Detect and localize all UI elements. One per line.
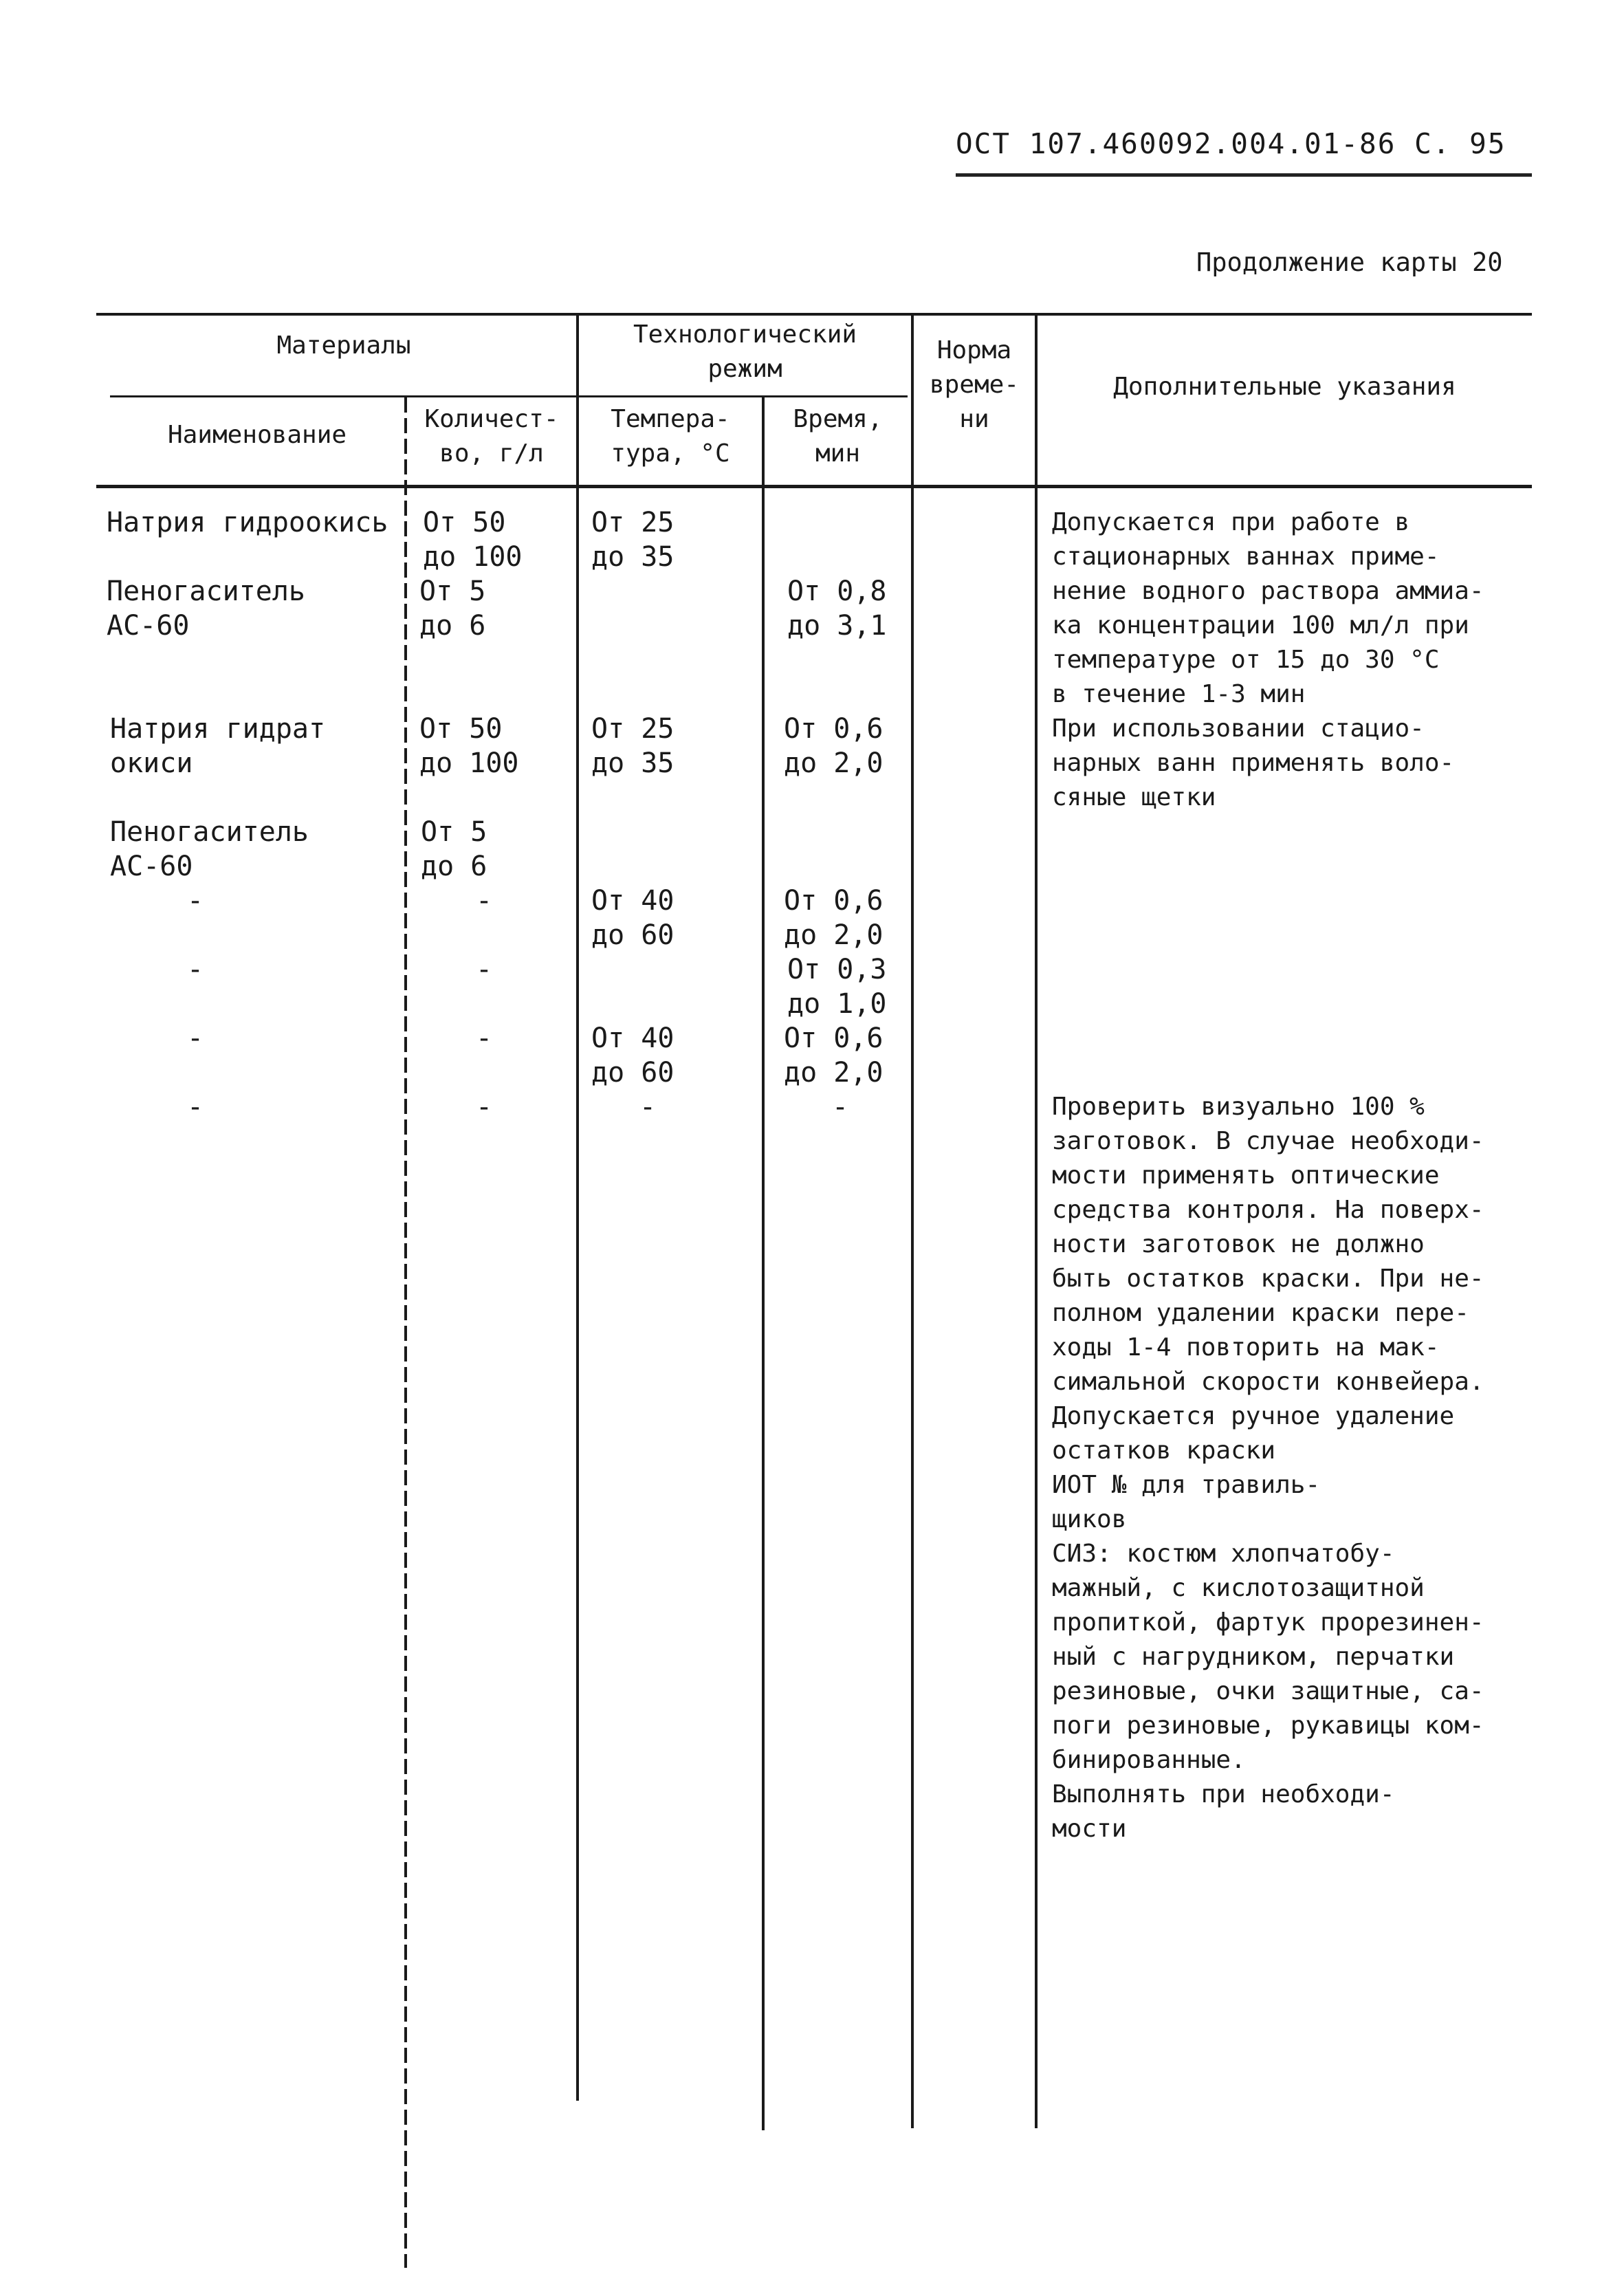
row-time: От 0,8 до 3,1 [787,576,887,642]
row-name: Пеногаситель АС-60 [107,576,305,642]
row-time: От 0,6 до 2,0 [784,885,884,951]
header-materials: Материалы [276,331,411,360]
row-time: - [832,1091,849,1123]
additional-notes-1: Допускается при работе в стационарных ваннах приме- нение водного раствора аммиа- ка концентрации 100 мл/л при температуре от 15 до 30 °С в течение 1-3 мин При использовании стацио- нарных ванн применять воло- сяные щетки [1052,508,1484,811]
row-quantity: От 5 до 6 [421,816,487,882]
document-code: ОСТ 107.460092.004.01-86 С. 95 [956,127,1506,160]
row-name: - [187,1091,204,1123]
column-divider [762,397,765,2130]
table-top-rule [96,313,1532,316]
row-time: От 0,6 до 2,0 [784,1023,884,1089]
row-temperature: От 40 до 60 [591,1023,674,1089]
row-name: - [187,954,204,985]
row-time: От 0,6 до 2,0 [784,713,884,779]
header-tech-mode: Технологический режим [633,320,857,383]
continuation-label: Продолжение карты 20 [1196,248,1503,277]
row-time: От 0,3 до 1,0 [787,954,887,1020]
row-temperature: От 40 до 60 [591,885,674,951]
column-divider [1035,313,1038,2128]
column-divider [576,313,579,2101]
materials-subheader-rule [110,395,578,397]
row-name: Пеногаситель АС-60 [110,816,309,882]
header-rule [956,173,1532,177]
row-temperature: От 25 до 35 [591,713,674,779]
header-additional: Дополнительные указания [1113,373,1456,401]
row-quantity: От 50 до 100 [423,507,523,573]
row-quantity: - [476,1023,493,1054]
row-name: - [187,1023,204,1054]
row-name: - [187,885,204,917]
header-quantity: Количест- во, г/л [424,405,559,468]
row-quantity: - [476,1091,493,1123]
row-temperature: - [639,1091,657,1123]
row-quantity: От 5 до 6 [419,576,486,642]
column-divider [911,313,914,2128]
tech-subheader-rule [578,395,908,397]
header-norm-time: Норма време- ни [929,336,1020,433]
row-name: Натрия гидроокись [107,507,388,538]
header-bottom-rule [96,485,1532,488]
row-quantity: От 50 до 100 [419,713,519,779]
row-quantity: - [476,954,493,985]
header-time: Время, мин [793,405,883,468]
header-name: Наименование [167,421,347,449]
column-divider [404,397,407,2268]
row-temperature: От 25 до 35 [591,507,674,573]
row-name: Натрия гидрат окиси [110,713,326,779]
additional-notes-2: Проверить визуально 100 % заготовок. В случае необходи- мости применять оптические средства контроля. На поверх- ности заготовок не должно быть остатков краски. При не- полном удалении краски пере- ходы 1-4 повторить на мак- симальной скорости конвейера. Допускается ручное удаление остатков краски ИОТ № для травиль- щиков СИЗ: костюм хлопчатобу- мажный, с кислотозащитной пропиткой, фартук прорезинен- ный с нагрудником, перчатки резиновые, очки защитные, са- поги резиновые, рукавицы ком- бинированные. Выполнять при необходи- мости [1052,1093,1484,1843]
header-temperature: Темпера- тура, °С [611,405,730,468]
row-quantity: - [476,885,493,917]
